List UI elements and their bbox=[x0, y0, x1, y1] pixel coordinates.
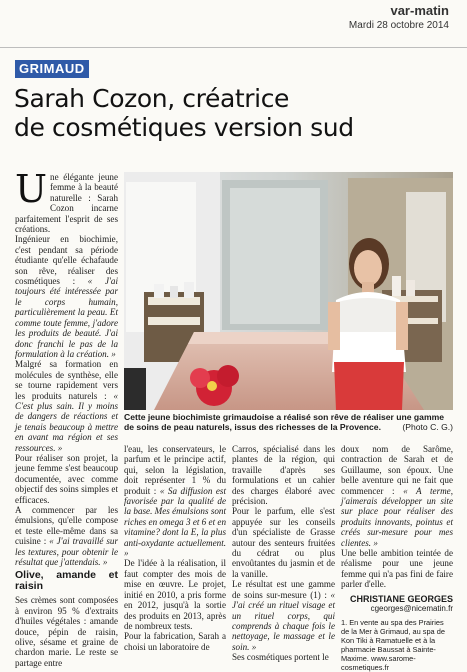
paragraph: Ses crèmes sont composées à environ 95 % d'extraits d'huiles végétales : amande douce, pépin de raisin, olive, sésame et graine de chardon marie. Le reste se partage entre bbox=[15, 595, 118, 668]
section-kicker: GRIMAUD bbox=[15, 60, 89, 78]
article-photo bbox=[124, 172, 453, 410]
caption-text: Cette jeune biochimiste grimaudoise a réalisé son rêve de réaliser une gamme de soins de peau naturels, issus des richesses de la Provence. bbox=[124, 412, 445, 432]
paragraph: Carros, spécialisé dans les plantes de la région, qui travaille d'après ses formulations et un cahier des charges élaboré avec précision. bbox=[232, 444, 335, 507]
author-signature: CHRISTIANE GEORGES bbox=[349, 593, 453, 604]
article-headline bbox=[14, 84, 454, 142]
paragraph: Ses cosmétiques portent le bbox=[232, 652, 329, 663]
footnote: 1. En vente au spa des Prairies de la Mer à Grimaud, au spa de Kon Tiki à Ramatuelle et à la pharmacie Baussat à Sainte-Maxime. www.sarome-cosmetiques.fr bbox=[341, 617, 445, 672]
paragraph: Pour le parfum, elle s'est appuyée sur les conseils d'un spécialiste de Grasse autour des senteurs fruitées du cédrat ou plus envoûtantes du jasmin et de la vanille. bbox=[232, 506, 335, 579]
drop-cap: U bbox=[15, 167, 48, 211]
photo-caption bbox=[124, 412, 453, 432]
paragraph: De l'idée à la réalisation, il faut compter des mois de mise en œuvre. Le projet, initié en 2010, a pris forme en 2012, jusqu'à la sortie des produits en 2013, après de nombreux tests. bbox=[124, 558, 226, 631]
issue-date: Mardi 28 octobre 2014 bbox=[348, 20, 449, 31]
paragraph: Le résultat est une gamme de soins sur-mesure (1) : « J'ai créé un rituel visage et un rituel corps, qui comprends à chaque fois le nettoyage, le massage et le soin. » bbox=[232, 579, 335, 652]
paragraph: doux nom de Sarôme, contraction de Sarah et de Guillaume, son époux. Une belle aventure qui ne fait que commencer : « A terme, j'aimerais développer un site sur place pour réaliser des produits innovants, pointus et créés sur-mesure pour mes clientes. » bbox=[341, 444, 453, 548]
headline-line-1: Sarah Cozon, créatrice bbox=[14, 84, 290, 113]
author-email: cgeorges@nicematin.fr bbox=[370, 604, 453, 614]
paragraph: l'eau, les conservateurs, le parfum et le principe actif, qui, selon la législation, doit représenter 1 % du produit : « Sa diffusion est favorisée par la qualité de la base. Mes émulsions sont riches en omega 3 et 6 et en vitamine? dont la E, la plus anti-oxydante actuellement. » bbox=[124, 444, 226, 559]
paragraph: ne élégante jeune femme à la beauté naturelle : Sarah Cozon incarne parfaitement l'esprit de ses créations. bbox=[15, 172, 118, 235]
article-column-3 bbox=[232, 444, 335, 663]
article-column-2 bbox=[124, 444, 226, 652]
article-column-1 bbox=[15, 167, 119, 668]
headline-line-2: de cosmétiques version sud bbox=[14, 113, 354, 142]
photo-illustration bbox=[124, 172, 453, 410]
paragraph: Ingénieur en biochimie, c'est pendant sa période étudiante qu'elle échafaude son rêve, réaliser des cosmétiques : « J'ai toujours été intéressée par le corps humain, particulièrement la peau. Et comme toute femme, j'adore les produits de beauté. J'ai donc franchi le pas de la formulation à la création. » bbox=[15, 234, 119, 359]
paragraph: Une belle ambition teintée de réalisme pour une jeune femme qui n'a pas fini de faire parler d'elle. bbox=[341, 548, 453, 590]
paragraph: Malgré sa formation en molécules de synthèse, elle se tourne rapidement vers les produits naturels : « C'est plus sain. Il y moins de dangers de réactions et je tenais beaucoup à mettre en avant ma région et ses ressources. » bbox=[15, 359, 118, 453]
article-subhead: Olive, amande et raisin bbox=[15, 569, 118, 593]
article-column-4 bbox=[341, 444, 453, 672]
paragraph: A commencer par les émulsions, qu'elle compose et teste elle-même dans sa cuisine : « J'ai travaillé sur les textures, pour obtenir le résultat que j'attendais. » bbox=[15, 505, 118, 568]
newspaper-name: var-matin bbox=[390, 3, 449, 18]
paragraph: Pour la fabrication, Sarah a choisi un laboratoire de bbox=[124, 631, 226, 652]
photo-credit: (Photo C. G.) bbox=[402, 422, 453, 432]
paragraph: Pour réaliser son projet, la jeune femme s'est beaucoup documentée, avec comme objectif des soins simples et efficaces. bbox=[15, 452, 118, 505]
page-header bbox=[0, 0, 467, 48]
